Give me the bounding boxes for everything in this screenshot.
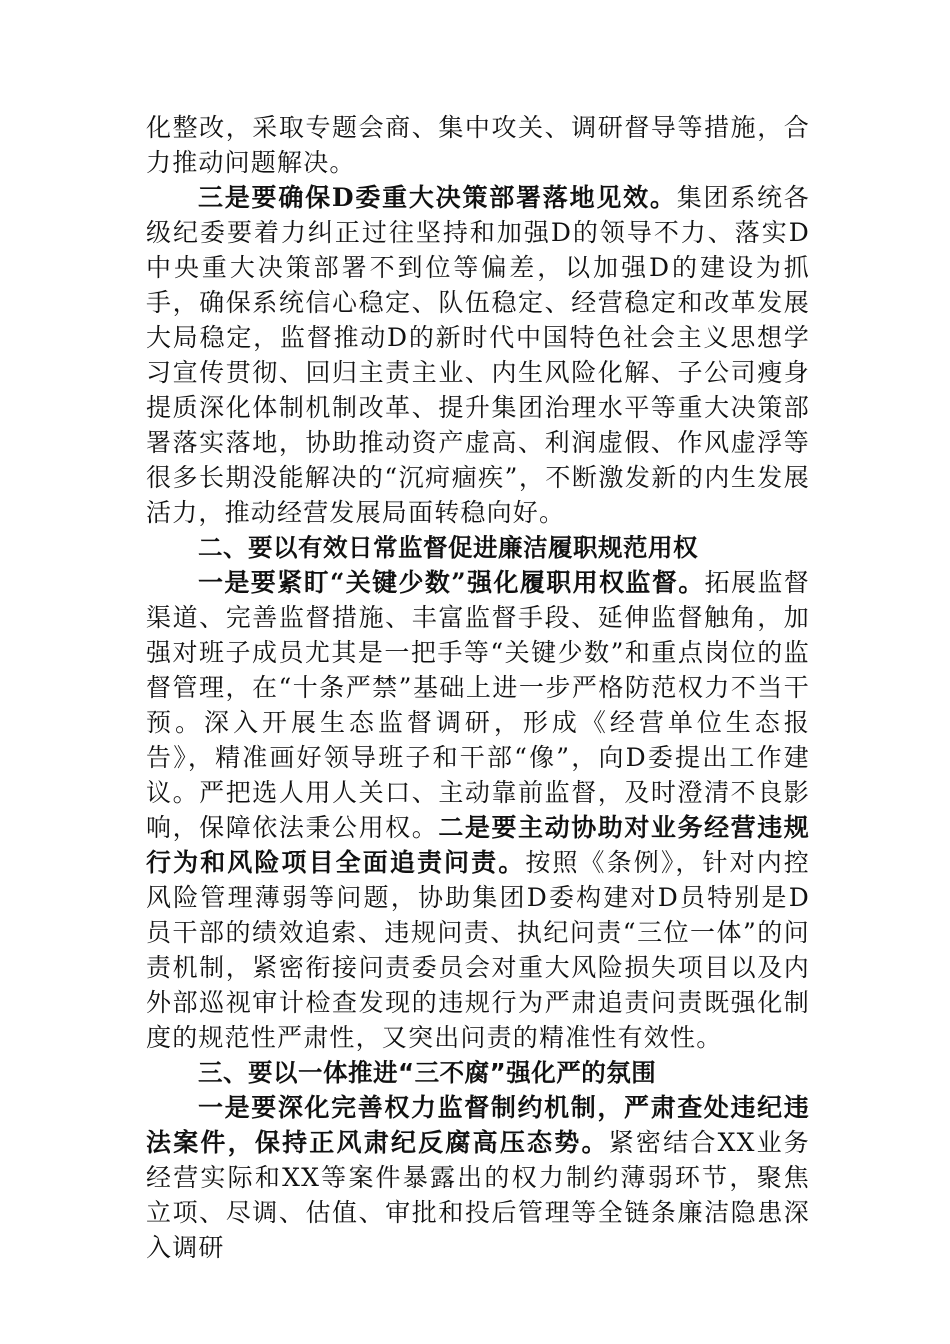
paragraph-1-text: 化整改，采取专题会商、集中攻关、调研督导等措施，合力推动问题解决。 — [146, 113, 810, 177]
paragraph-3-lead-2: 二是要主动协助对业务经营违规行为和风险项目全面追责问责。 — [146, 813, 810, 877]
paragraph-2 — [146, 180, 810, 530]
document-body — [146, 110, 810, 1265]
paragraph-4-lead: 一是要深化完善权力监督制约机制，严肃查处违纪违法案件，保持正风肃纪反腐高压态势。 — [146, 1093, 810, 1157]
paragraph-2-lead: 三是要确保D委重大决策部署落地见效。 — [198, 183, 677, 212]
paragraph-1 — [146, 110, 810, 180]
paragraph-3-body-2: 按照《条例》，针对内控风险管理薄弱等问题，协助集团D委构建对D员特别是D员干部的绩效追索、违规问责、执纪问责“三位一体”的问责机制，紧密衔接问责委员会对重大风险损失项目以及内外部巡视审计检查发现的违规行为严肃追责问责既强化制度的规范性严肃性，又突出问责的精准性有效性。 — [146, 848, 810, 1052]
section-heading-2: 二、要以有效日常监督促进廉洁履职规范用权 — [198, 533, 698, 562]
paragraph-4-body: 紧密结合XX业务经营实际和XX等案件暴露出的权力制约薄弱环节，聚焦立项、尽调、估值、审批和投后管理等全链条廉洁隐患深入调研 — [146, 1128, 811, 1262]
paragraph-2-body: 集团系统各级纪委要着力纠正过往坚持和加强D的领导不力、落实D中央重大决策部署不到位等偏差，以加强D的建设为抓手，确保系统信心稳定、队伍稳定、经营稳定和改革发展大局稳定，监督推动D的新时代中国特色社会主义思想学习宣传贯彻、回归主责主业、内生风险化解、子公司瘦身提质深化体制机制改革、提升集团治理水平等重大决策部署落实落地，协助推动资产虚高、利润虚假、作风虚浮等很多长期没能解决的“沉疴痼疾”，不断激发新的内生发展活力，推动经营发展局面转稳向好。 — [146, 183, 810, 527]
section-heading-3: 三、要以一体推进“三不腐”强化严的氛围 — [198, 1058, 657, 1087]
paragraph-3 — [146, 565, 810, 1055]
paragraph-4 — [146, 1090, 810, 1265]
paragraph-3-body: 拓展监督渠道、完善监督措施、丰富监督手段、延伸监督触角，加强对班子成员尤其是一把手等“关键少数”和重点岗位的监督管理，在“十条严禁”基础上进一步严格防范权力不当干预。深入开展生态监督调研，形成《经营单位生态报告》，精准画好领导班子和干部“像”，向D委提出工作建议。严把选人用人关口、主动靠前监督，及时澄清不良影响，保障依法秉公用权。 — [146, 568, 810, 842]
paragraph-3-lead: 一是要紧盯“关键少数”强化履职用权监督。 — [198, 568, 705, 597]
